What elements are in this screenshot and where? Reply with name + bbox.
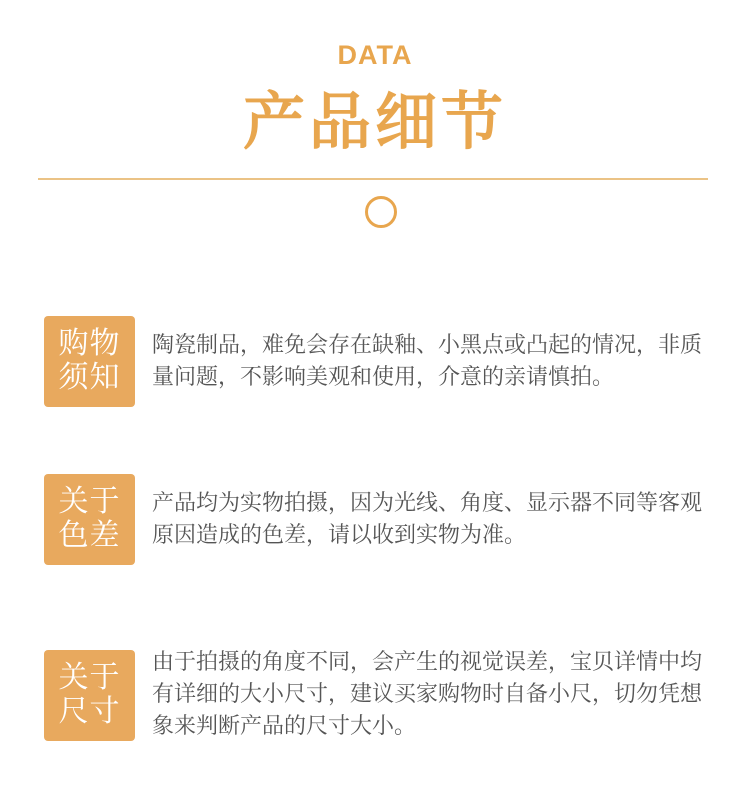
notice-text: 由于拍摄的角度不同，会产生的视觉误差，宝贝详情中均有详细的大小尺寸，建议买家购物时自备小尺，切勿凭想象来判断产品的尺寸大小。 [152, 650, 703, 739]
section-eyebrow: DATA [337, 40, 413, 70]
badge-line-2: 尺寸 [58, 694, 121, 729]
badge-line-2: 色差 [58, 518, 121, 553]
notice-badge [44, 316, 135, 407]
notice-text: 产品均为实物拍摄，因为光线、角度、显示器不同等客观原因造成的色差，请以收到实物为准。 [152, 491, 703, 548]
notice-badge [44, 650, 135, 741]
badge-line-1: 关于 [58, 660, 121, 695]
badge-line-2: 须知 [58, 360, 121, 395]
header-divider [38, 178, 708, 180]
notice-text: 陶瓷制品，难免会存在缺釉、小黑点或凸起的情况，非质量问题，不影响美观和使用，介意的亲请慎拍。 [152, 333, 703, 390]
notice-badge [44, 474, 135, 565]
badge-line-1: 购物 [58, 326, 121, 361]
circle-ornament-icon [365, 196, 397, 228]
page-title: 产品细节 [242, 85, 507, 158]
badge-line-1: 关于 [58, 484, 121, 519]
